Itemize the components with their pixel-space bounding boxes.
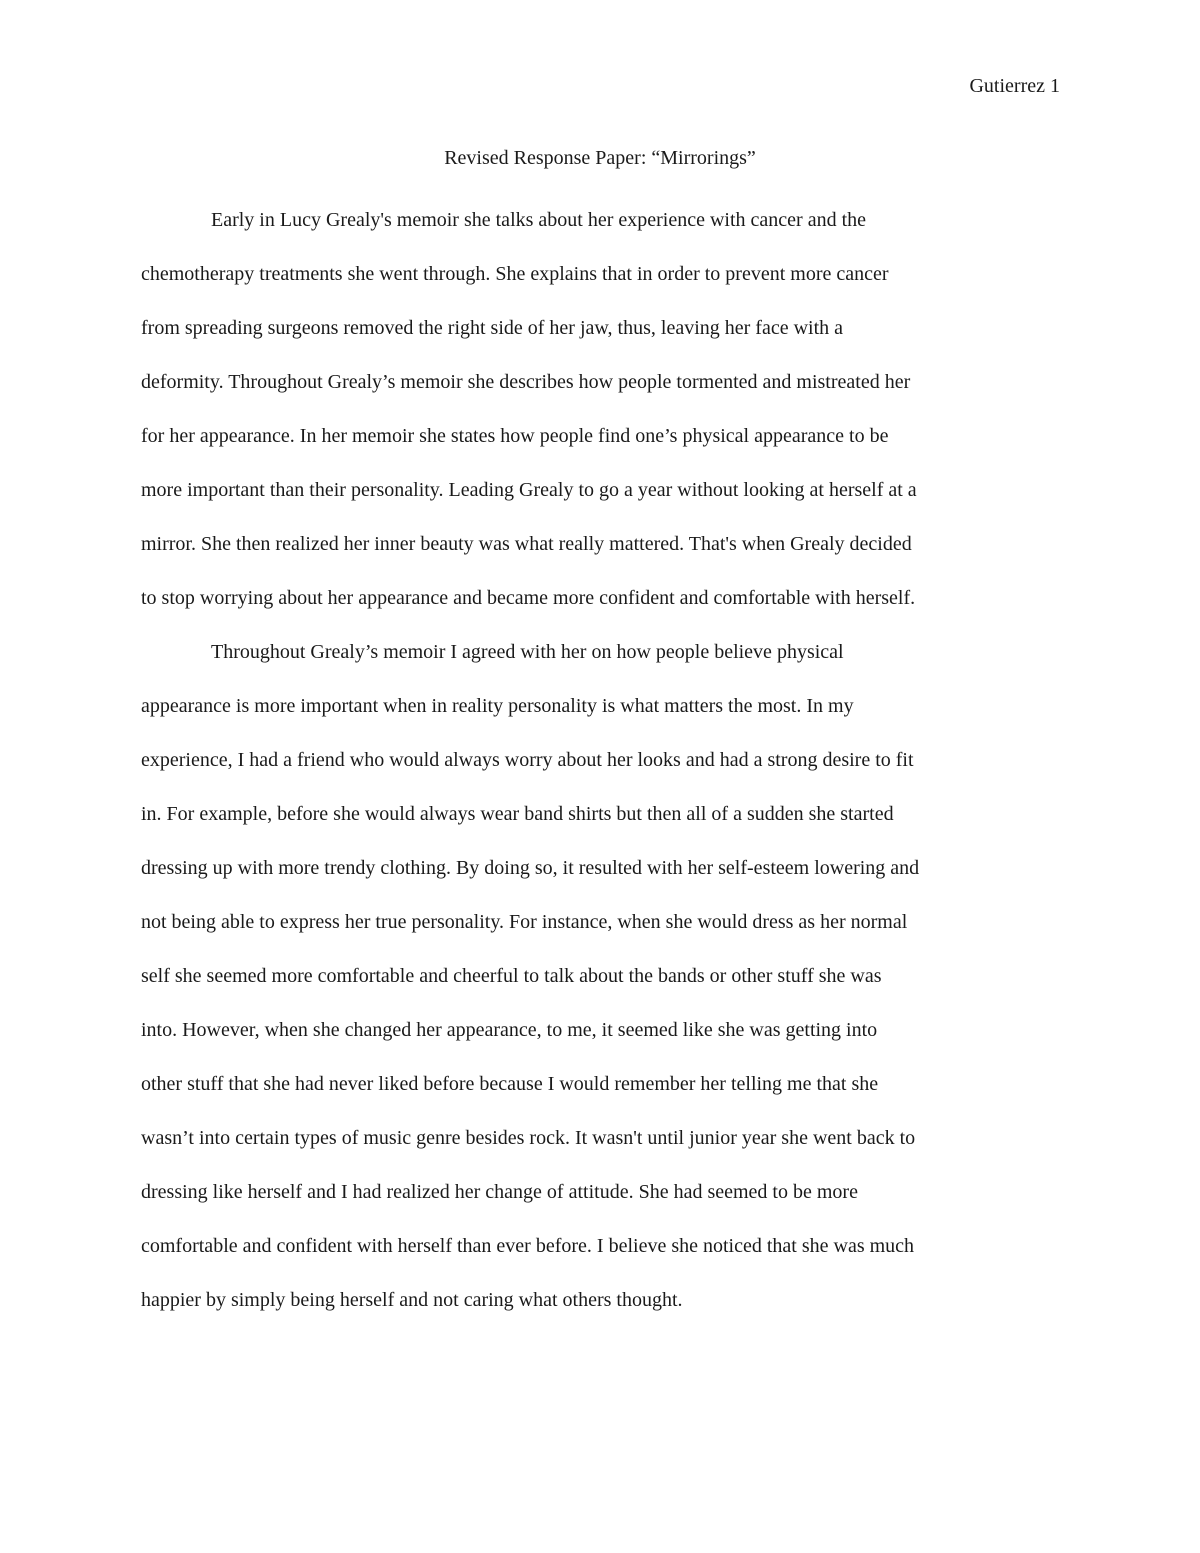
paragraph-line: other stuff that she had never liked before because I would remember her telling me that she xyxy=(141,1073,879,1095)
paragraph-line: mirror. She then realized her inner beauty was what really mattered. That's when Grealy decided xyxy=(141,533,912,555)
paragraph-line: from spreading surgeons removed the right side of her jaw, thus, leaving her face with a xyxy=(141,317,844,339)
paragraph-line: happier by simply being herself and not caring what others thought. xyxy=(141,1289,683,1311)
page-header: Gutierrez 1 xyxy=(969,75,1060,97)
paragraph-line: for her appearance. In her memoir she states how people find one’s physical appearance to be xyxy=(141,425,889,447)
paragraph-line: comfortable and confident with herself than ever before. I believe she noticed that she was much xyxy=(141,1235,915,1257)
paragraph-line: into. However, when she changed her appearance, to me, it seemed like she was getting into xyxy=(141,1019,878,1041)
paragraph-1 xyxy=(141,193,1061,625)
paragraph-line: to stop worrying about her appearance and became more confident and comfortable with herself. xyxy=(141,587,916,609)
paragraph-line: chemotherapy treatments she went through. She explains that in order to prevent more cancer xyxy=(141,263,889,285)
paragraph-line: dressing like herself and I had realized her change of attitude. She had seemed to be more xyxy=(141,1181,858,1203)
paper-title: Revised Response Paper: “Mirrorings” xyxy=(444,147,756,169)
paper-body xyxy=(141,193,1061,1327)
paragraph-line: wasn’t into certain types of music genre besides rock. It wasn't until junior year she went back to xyxy=(141,1127,916,1149)
paragraph-line: dressing up with more trendy clothing. By doing so, it resulted with her self-esteem lowering and xyxy=(141,857,920,879)
paragraph-line: self she seemed more comfortable and cheerful to talk about the bands or other stuff she was xyxy=(141,965,882,987)
paragraph-line: Throughout Grealy’s memoir I agreed with her on how people believe physical xyxy=(211,641,844,663)
paragraph-line: more important than their personality. Leading Grealy to go a year without looking at herself at a xyxy=(141,479,917,501)
paragraph-line: deformity. Throughout Grealy’s memoir she describes how people tormented and mistreated her xyxy=(141,371,911,393)
paragraph-line: not being able to express her true personality. For instance, when she would dress as her normal xyxy=(141,911,908,933)
paragraph-line: in. For example, before she would always wear band shirts but then all of a sudden she started xyxy=(141,803,894,825)
paragraph-line: experience, I had a friend who would always worry about her looks and had a strong desire to fit xyxy=(141,749,914,771)
paragraph-line: appearance is more important when in reality personality is what matters the most. In my xyxy=(141,695,854,717)
paragraph-2 xyxy=(141,625,1061,1327)
paragraph-line: Early in Lucy Grealy's memoir she talks about her experience with cancer and the xyxy=(211,209,867,231)
